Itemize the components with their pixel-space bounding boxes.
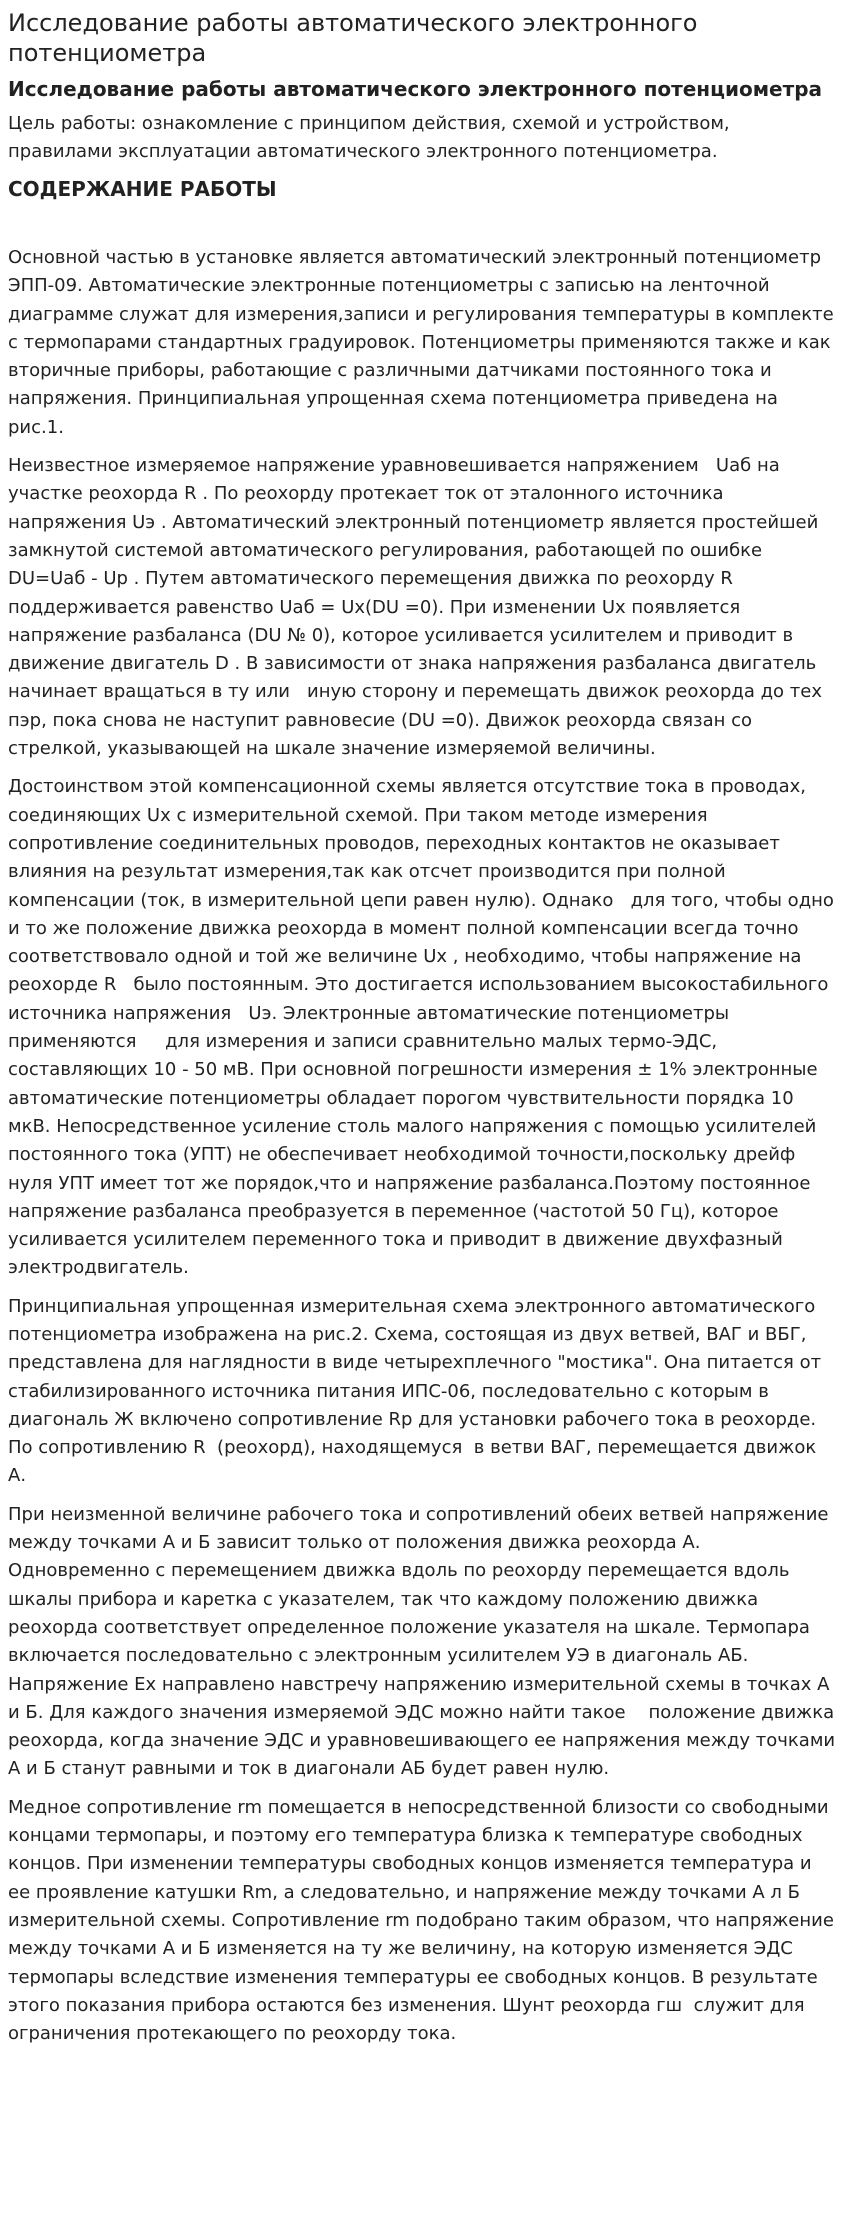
- paragraph: Медное сопротивление rm помещается в непосредственной близости со свободными концами термопары, и поэтому его температура близка к температуре свободных концов. При изменении температуры свободных концов изменяется температура и ее проявление катушки Rm, а следовательно, и напряжение между точками А л Б измерительной схемы. Сопротивление rm подобрано таким образом, что напряжение между точками А и Б изменяется на ту же величину, на которую изменяется ЭДС термопары вследствие изменения температуры ее свободных концов. В результате этого показания прибора остаются без изменения. Шунт реохорда гш служит для ограничения протекающего по реохорду тока.: [8, 1796, 840, 2045]
- paragraph: При неизменной величине рабочего тока и сопротивлений обеих ветвей напряжение между точками А и Б зависит только от положения движка реохорда А. Одновременно с перемещением движка вдоль по реохорду перемещается вдоль шкалы прибора и каретка с указателем, так что каждому положению движка реохорда соответствует определенное положение указателя на шкале. Термопара включается последовательно с электронным усилителем УЭ в диагональ АБ. Напряжение Ех направлено навстречу напряжению измерительной схемы в точках А и Б. Для каждого значения измеряемой ЭДС можно найти такое положение движка реохорда, когда значение ЭДС и уравновешивающего ее напряжения между точками А и Б станут равными и ток в диагонали АБ будет равен нулю.: [8, 1503, 841, 1780]
- paragraph: Основной частью в установке является автоматический электронный потенциометр ЭПП-09. Автоматические электронные потенциометры с записью на ленточной диаграмме служат для измерения,записи и регулирования температуры в комплекте с термопарами стандартных градуировок. Потенциометры применяются также и как вторичные приборы, работающие с различными датчиками постоянного тока и напряжения. Принципиальная упрощенная схема потенциометра приведена на рис.1.: [8, 247, 840, 438]
- section-heading: СОДЕРЖАНИЕ РАБОТЫ: [8, 177, 277, 201]
- work-goal: Цель работы: ознакомление с принципом действия, схемой и устройством, правилами эксплуатации автоматического электронного потенциометра.: [8, 113, 730, 162]
- paragraph: Неизвестное измеряемое напряжение уравновешивается напряжением Uаб на участке реохорда R . По реохорду протекает ток от эталонного источника напряжения Uэ . Автоматический электронный потенциометр является простейшей замкнутой системой автоматического регулирования, работающей по ошибке DU=Uаб - Up . Путем автоматического перемещения движка по реохорду R поддерживается равенство Uаб = Ux(DU =0). При изменении Ux появляется напряжение разбаланса (DU № 0), которое усиливается усилителем и приводит в движение двигатель D . В зависимости от знака напряжения разбаланса двигатель начинает вращаться в ту или иную сторону и перемещать движок реохорда до тех пэр, пока снова не наступит равновесие (DU =0). Движок реохорда связан со стрелкой, указывающей на шкале значение измеряемой величины.: [8, 455, 828, 760]
- paragraph: Достоинством этой компенсационной схемы является отсутствие тока в проводах, соединяющих Ux с измерительной схемой. При таком методе измерения сопротивление соединительных проводов, переходных контактов не оказывает влияния на результат измерения,так как отсчет производится при полной компенсации (ток, в измерительной цепи равен нулю). Однако для того, чтобы одно и то же положение движка реохорда в момент полной компенсации всегда точно соответствовало одной и той же величине Ux , необходимо, чтобы напряжение на реохорде R было постоянным. Это достигается использованием высокостабильного источника напряжения Uэ. Электронные автоматические потенциометры применяются для измерения и записи сравнительно малых термо-ЭДС, составляющих 10 - 50 мВ. При основной погрешности измерения ± 1% электронные автоматические потенциометры обладает порогом чувствительности порядка 10 мкВ. Непосредственное усиление столь малого напряжения с помощью усилителей постоянного тока (УПТ) не обеспечивает необходимой точности,поскольку дрейф нуля УПТ имеет тот же порядок,что и напряжение разбаланса.Поэтому постоянное напряжение разбаланса преобразуется в переменное (частотой 50 Гц), которое усиливается усилителем переменного тока и приводит в движение двухфазный электродвигатель.: [8, 776, 840, 1279]
- article-title: Исследование работы автоматического электронного потенциометра: [8, 77, 823, 101]
- page-title: Исследование работы автоматического электронного потенциометра: [8, 9, 698, 67]
- paragraph: Принципиальная упрощенная измерительная схема электронного автоматического потенциометра изображена на рис.2. Схема, состоящая из двух ветвей, ВАГ и ВБГ, представлена для наглядности в виде четырехплечного "мостика". Она питается от стабилизированного источника питания ИПС-06, последовательно с которым в диагональ Ж включено сопротивление Rр для установки рабочего тока в реохорде. По сопротивлению R (реохорд), находящемуся в ветви ВАГ, перемещается движок А.: [8, 1295, 827, 1487]
